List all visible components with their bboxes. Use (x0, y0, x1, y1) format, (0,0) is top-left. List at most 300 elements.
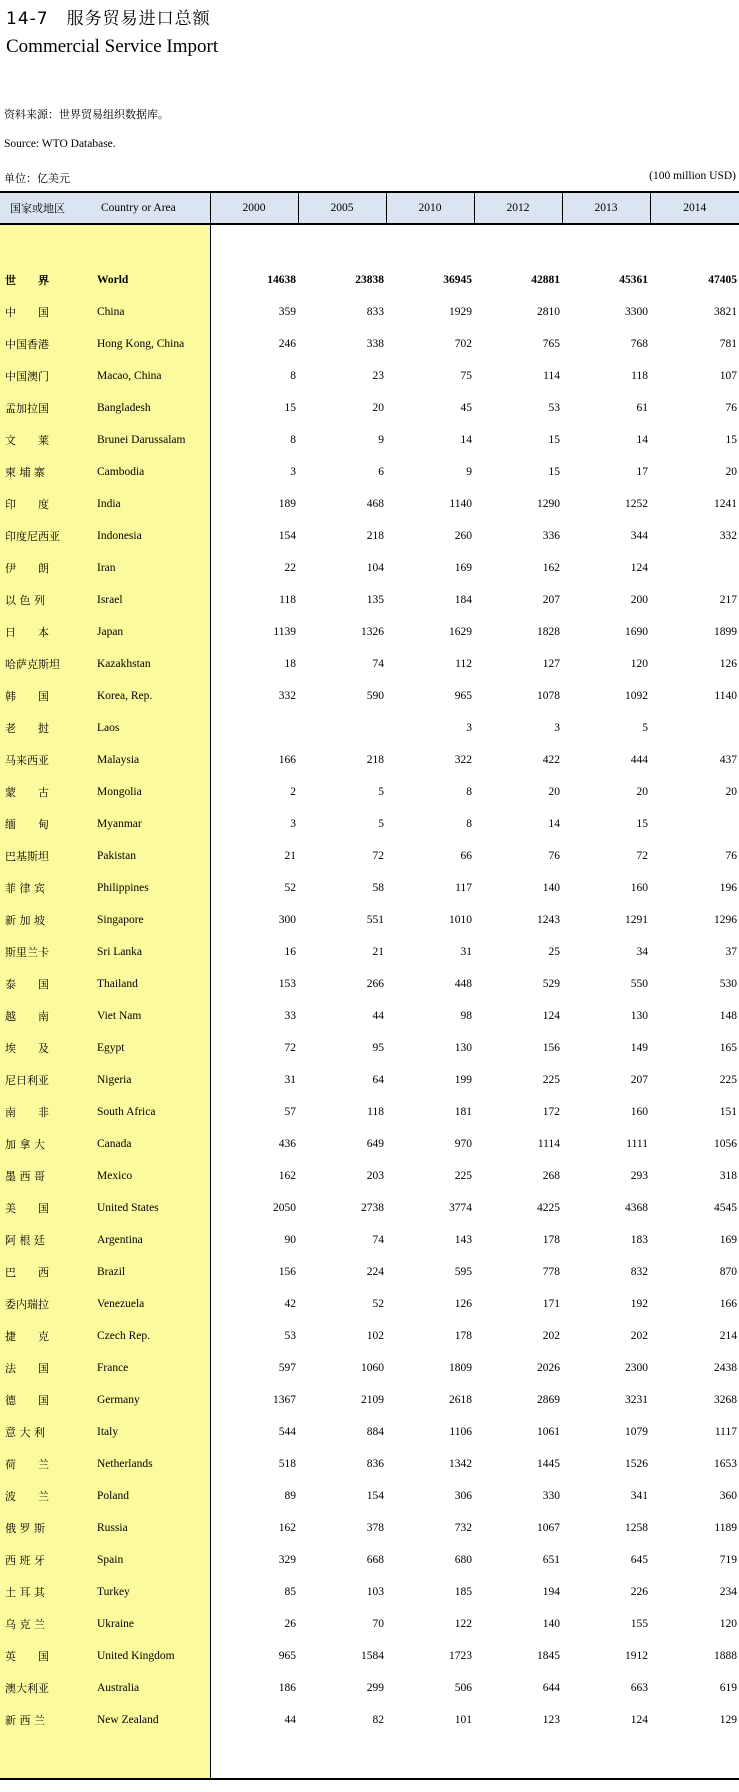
value-cell: 437 (719, 754, 737, 766)
value-cell: 74 (372, 1234, 384, 1246)
value-cell: 3774 (449, 1202, 472, 1214)
value-cell: 668 (366, 1554, 384, 1566)
value-cell: 207 (542, 594, 560, 606)
value-cell: 884 (366, 1426, 384, 1438)
value-cell: 25 (548, 946, 560, 958)
value-cell: 2438 (714, 1362, 737, 1374)
value-cell: 135 (366, 594, 384, 606)
country-name-en: United States (95, 1192, 210, 1224)
value-cell: 2 (290, 786, 296, 798)
value-cell: 118 (631, 370, 648, 382)
value-cell: 165 (719, 1042, 737, 1054)
table-row (0, 1512, 739, 1544)
value-cell: 5 (378, 818, 384, 830)
value-cell: 1828 (537, 626, 560, 638)
country-name-en: Brazil (95, 1256, 210, 1288)
value-cell: 14 (636, 434, 648, 446)
value-cell: 965 (278, 1650, 296, 1662)
value-cell: 1888 (714, 1650, 737, 1662)
page-title-cn: 14-7 服务贸易进口总额 (6, 9, 211, 29)
value-cell: 124 (542, 1010, 560, 1022)
country-name-en: Sri Lanka (95, 936, 210, 968)
country-name-en: Philippines (95, 872, 210, 904)
value-cell: 15 (548, 466, 560, 478)
value-cell: 82 (372, 1714, 384, 1726)
country-name-en: Argentina (95, 1224, 210, 1256)
country-name-en: Cambodia (95, 456, 210, 488)
value-cell: 126 (719, 658, 737, 670)
table-row (0, 1160, 739, 1192)
value-cell: 4225 (537, 1202, 560, 1214)
value-cell: 66 (460, 850, 472, 862)
value-cell: 1845 (537, 1650, 560, 1662)
table-row (0, 904, 739, 936)
value-cell: 645 (630, 1554, 648, 1566)
value-cell: 8 (466, 786, 472, 798)
country-name-cn: 土 耳 其 (0, 1576, 95, 1608)
value-cell: 2618 (449, 1394, 472, 1406)
value-cell: 75 (460, 370, 472, 382)
value-cell: 1117 (714, 1426, 737, 1438)
value-cell: 529 (542, 978, 560, 990)
value-cell: 225 (542, 1074, 560, 1086)
value-cell: 299 (366, 1682, 384, 1694)
value-cell: 21 (372, 946, 384, 958)
country-name-cn: 以 色 列 (0, 584, 95, 616)
value-cell: 14 (548, 818, 560, 830)
country-name-en: Pakistan (95, 840, 210, 872)
value-cell: 649 (366, 1138, 384, 1150)
value-cell: 306 (454, 1490, 472, 1502)
value-cell: 172 (542, 1106, 560, 1118)
country-name-cn: 波 兰 (0, 1480, 95, 1512)
value-cell: 192 (630, 1298, 648, 1310)
value-cell: 336 (542, 530, 560, 542)
country-name-cn: 中国香港 (0, 328, 95, 360)
value-cell: 101 (454, 1714, 472, 1726)
country-name-cn: 捷 克 (0, 1320, 95, 1352)
value-cell: 186 (278, 1682, 296, 1694)
table-row (0, 296, 739, 328)
value-cell: 36945 (443, 274, 472, 286)
table-row (0, 744, 739, 776)
value-cell: 162 (542, 562, 560, 574)
value-cell: 1140 (714, 690, 737, 702)
value-cell: 15 (548, 434, 560, 446)
country-name-en: Canada (95, 1128, 210, 1160)
value-cell: 130 (630, 1010, 648, 1022)
source-note-en: Source: WTO Database. (4, 138, 116, 150)
value-cell: 155 (630, 1618, 648, 1630)
value-cell: 2300 (625, 1362, 648, 1374)
table-row (0, 328, 739, 360)
value-cell: 1106 (449, 1426, 472, 1438)
table-row (0, 1480, 739, 1512)
value-cell: 322 (454, 754, 472, 766)
column-header-year: 2005 (298, 192, 386, 224)
table-row (0, 584, 739, 616)
country-name-en: South Africa (95, 1096, 210, 1128)
value-cell: 23 (372, 370, 384, 382)
value-cell: 178 (542, 1234, 560, 1246)
value-cell: 129 (719, 1714, 737, 1726)
value-cell: 20 (548, 786, 560, 798)
table-row (0, 968, 739, 1000)
value-cell: 719 (719, 1554, 737, 1566)
table-row (0, 616, 739, 648)
value-cell: 1929 (449, 306, 472, 318)
value-cell: 200 (630, 594, 648, 606)
country-name-en: Iran (95, 552, 210, 584)
country-name-cn: 文 莱 (0, 424, 95, 456)
value-cell: 1342 (449, 1458, 472, 1470)
value-cell: 8 (290, 434, 296, 446)
value-cell: 1079 (625, 1426, 648, 1438)
country-name-cn: 孟加拉国 (0, 392, 95, 424)
value-cell: 203 (366, 1170, 384, 1182)
value-cell: 468 (366, 498, 384, 510)
value-cell: 300 (278, 914, 296, 926)
value-cell: 1114 (537, 1138, 560, 1150)
value-cell: 154 (366, 1490, 384, 1502)
table-bottom-row (0, 1736, 739, 1778)
column-header-year: 2014 (650, 192, 739, 224)
table-row (0, 808, 739, 840)
value-cell: 120 (719, 1618, 737, 1630)
value-cell: 143 (454, 1234, 472, 1246)
value-cell: 836 (366, 1458, 384, 1470)
value-cell: 644 (542, 1682, 560, 1694)
country-name-cn: 印 度 (0, 488, 95, 520)
value-cell: 130 (454, 1042, 472, 1054)
value-cell: 3 (466, 722, 472, 734)
country-name-cn: 南 非 (0, 1096, 95, 1128)
column-header-en: Country or Area (95, 192, 210, 224)
table-bottom-rule (0, 1778, 739, 1780)
value-cell: 169 (719, 1234, 737, 1246)
country-name-cn: 哈萨克斯坦 (0, 648, 95, 680)
table-row (0, 648, 739, 680)
value-cell: 597 (278, 1362, 296, 1374)
value-cell: 781 (719, 338, 737, 350)
value-cell: 160 (630, 1106, 648, 1118)
table-row (0, 552, 739, 584)
country-name-en: Australia (95, 1672, 210, 1704)
value-cell: 20 (725, 786, 737, 798)
country-name-en: World (95, 264, 210, 296)
country-name-en: Italy (95, 1416, 210, 1448)
country-name-en: Macao, China (95, 360, 210, 392)
value-cell: 444 (630, 754, 648, 766)
value-cell: 518 (278, 1458, 296, 1470)
table-row (0, 1000, 739, 1032)
table-row (0, 680, 739, 712)
country-name-en: Mongolia (95, 776, 210, 808)
value-cell: 1367 (273, 1394, 296, 1406)
country-name-en: Poland (95, 1480, 210, 1512)
value-cell: 225 (719, 1074, 737, 1086)
value-cell: 870 (719, 1266, 737, 1278)
value-cell: 21 (284, 850, 296, 862)
country-name-cn: 俄 罗 斯 (0, 1512, 95, 1544)
value-cell: 16 (284, 946, 296, 958)
value-cell: 153 (278, 978, 296, 990)
country-name-cn: 德 国 (0, 1384, 95, 1416)
value-cell: 1010 (449, 914, 472, 926)
country-name-en: Viet Nam (95, 1000, 210, 1032)
country-name-cn: 中 国 (0, 296, 95, 328)
country-name-en: Spain (95, 1544, 210, 1576)
value-cell: 1060 (361, 1362, 384, 1374)
value-cell: 90 (284, 1234, 296, 1246)
value-cell: 17 (636, 466, 648, 478)
table-row (0, 1128, 739, 1160)
value-cell: 76 (725, 402, 737, 414)
value-cell: 126 (454, 1298, 472, 1310)
value-cell: 178 (454, 1330, 472, 1342)
value-cell: 194 (542, 1586, 560, 1598)
value-cell: 8 (290, 370, 296, 382)
country-name-en: Turkey (95, 1576, 210, 1608)
value-cell: 217 (719, 594, 737, 606)
value-cell: 154 (278, 530, 296, 542)
value-cell: 218 (366, 530, 384, 542)
value-cell: 148 (719, 1010, 737, 1022)
value-cell: 156 (542, 1042, 560, 1054)
value-cell: 2810 (537, 306, 560, 318)
value-cell: 778 (542, 1266, 560, 1278)
country-name-cn: 泰 国 (0, 968, 95, 1000)
value-cell: 23838 (355, 274, 384, 286)
value-cell: 224 (366, 1266, 384, 1278)
country-name-en: Mexico (95, 1160, 210, 1192)
value-cell: 98 (460, 1010, 472, 1022)
country-name-cn: 缅 甸 (0, 808, 95, 840)
table-row (0, 936, 739, 968)
value-cell: 1189 (714, 1522, 737, 1534)
value-cell: 166 (278, 754, 296, 766)
value-cell: 332 (719, 530, 737, 542)
value-cell (650, 808, 739, 840)
value-cell: 318 (719, 1170, 737, 1182)
value-cell: 57 (284, 1106, 296, 1118)
country-name-cn: 蒙 古 (0, 776, 95, 808)
value-cell: 72 (636, 850, 648, 862)
value-cell: 266 (366, 978, 384, 990)
country-name-en: Kazakhstan (95, 648, 210, 680)
value-cell (298, 712, 386, 744)
value-cell: 20 (636, 786, 648, 798)
value-cell: 1078 (537, 690, 560, 702)
table-row (0, 1192, 739, 1224)
value-cell: 338 (366, 338, 384, 350)
value-cell: 140 (542, 882, 560, 894)
value-cell: 218 (366, 754, 384, 766)
value-cell: 124 (630, 562, 648, 574)
value-cell: 344 (630, 530, 648, 542)
column-header-year: 2000 (210, 192, 298, 224)
value-cell: 506 (454, 1682, 472, 1694)
country-name-en: Germany (95, 1384, 210, 1416)
country-name-en: Brunei Darussalam (95, 424, 210, 456)
country-name-cn: 新 西 兰 (0, 1704, 95, 1736)
country-name-en: United Kingdom (95, 1640, 210, 1672)
value-cell: 1809 (449, 1362, 472, 1374)
value-cell: 268 (542, 1170, 560, 1182)
value-cell: 1067 (537, 1522, 560, 1534)
value-cell: 680 (454, 1554, 472, 1566)
value-cell: 2026 (537, 1362, 560, 1374)
value-cell: 1056 (714, 1138, 737, 1150)
country-name-en: Singapore (95, 904, 210, 936)
value-cell: 9 (466, 466, 472, 478)
value-cell: 226 (630, 1586, 648, 1598)
table-row (0, 712, 739, 744)
value-cell: 15 (284, 402, 296, 414)
value-cell: 118 (367, 1106, 384, 1118)
value-cell: 1241 (714, 498, 737, 510)
value-cell: 3 (290, 466, 296, 478)
value-cell: 26 (284, 1618, 296, 1630)
value-cell: 1111 (626, 1138, 648, 1150)
value-cell: 184 (454, 594, 472, 606)
table-row (0, 1704, 739, 1736)
value-cell: 1296 (714, 914, 737, 926)
country-name-en: Israel (95, 584, 210, 616)
value-cell: 196 (719, 882, 737, 894)
value-cell (650, 712, 739, 744)
value-cell: 160 (630, 882, 648, 894)
country-name-cn: 新 加 坡 (0, 904, 95, 936)
value-cell: 44 (284, 1714, 296, 1726)
country-name-cn: 菲 律 宾 (0, 872, 95, 904)
value-cell: 89 (284, 1490, 296, 1502)
country-name-en: China (95, 296, 210, 328)
value-cell: 765 (542, 338, 560, 350)
table-row (0, 1224, 739, 1256)
value-cell: 732 (454, 1522, 472, 1534)
table-row (0, 392, 739, 424)
country-name-en: Bangladesh (95, 392, 210, 424)
country-name-cn: 马来西亚 (0, 744, 95, 776)
country-name-cn: 墨 西 哥 (0, 1160, 95, 1192)
value-cell: 189 (278, 498, 296, 510)
value-cell: 72 (284, 1042, 296, 1054)
country-name-cn: 西 班 牙 (0, 1544, 95, 1576)
value-cell: 20 (372, 402, 384, 414)
value-cell: 166 (719, 1298, 737, 1310)
value-cell: 6 (378, 466, 384, 478)
value-cell: 702 (454, 338, 472, 350)
country-name-en: France (95, 1352, 210, 1384)
value-cell: 2738 (361, 1202, 384, 1214)
value-cell: 1140 (449, 498, 472, 510)
country-name-cn: 越 南 (0, 1000, 95, 1032)
table-row (0, 456, 739, 488)
table-row (0, 1448, 739, 1480)
value-cell: 127 (542, 658, 560, 670)
country-name-en: Nigeria (95, 1064, 210, 1096)
country-name-cn: 印度尼西亚 (0, 520, 95, 552)
value-cell: 118 (279, 594, 296, 606)
value-cell: 1258 (625, 1522, 648, 1534)
value-cell: 162 (278, 1522, 296, 1534)
value-cell: 246 (278, 338, 296, 350)
value-cell: 52 (372, 1298, 384, 1310)
country-name-cn: 柬 埔 寨 (0, 456, 95, 488)
value-cell: 122 (454, 1618, 472, 1630)
column-header-year: 2010 (386, 192, 474, 224)
value-cell: 544 (278, 1426, 296, 1438)
country-name-en: Egypt (95, 1032, 210, 1064)
value-cell: 31 (460, 946, 472, 958)
value-cell: 260 (454, 530, 472, 542)
country-name-en: India (95, 488, 210, 520)
table-row (0, 520, 739, 552)
table-row (0, 1640, 739, 1672)
table-row (0, 776, 739, 808)
value-cell: 332 (278, 690, 296, 702)
table-row (0, 264, 739, 296)
table-row (0, 1320, 739, 1352)
value-cell: 9 (378, 434, 384, 446)
value-cell: 104 (366, 562, 384, 574)
value-cell: 181 (454, 1106, 472, 1118)
value-cell: 95 (372, 1042, 384, 1054)
value-cell: 42881 (531, 274, 560, 286)
value-cell: 15 (725, 434, 737, 446)
value-cell: 207 (630, 1074, 648, 1086)
value-cell: 1291 (625, 914, 648, 926)
value-cell: 2869 (537, 1394, 560, 1406)
table-row (0, 360, 739, 392)
value-cell: 151 (719, 1106, 737, 1118)
column-header-cn: 国家或地区 (0, 192, 95, 224)
unit-label-en: (100 million USD) (649, 170, 736, 182)
value-cell: 14 (460, 434, 472, 446)
country-name-cn: 日 本 (0, 616, 95, 648)
value-cell: 199 (454, 1074, 472, 1086)
country-name-cn: 法 国 (0, 1352, 95, 1384)
value-cell: 45 (460, 402, 472, 414)
value-cell: 15 (636, 818, 648, 830)
country-name-cn: 埃 及 (0, 1032, 95, 1064)
value-cell: 185 (454, 1586, 472, 1598)
value-cell: 3821 (714, 306, 737, 318)
value-cell: 2050 (273, 1202, 296, 1214)
value-cell: 76 (548, 850, 560, 862)
country-name-cn: 委内瑞拉 (0, 1288, 95, 1320)
country-name-en: Ukraine (95, 1608, 210, 1640)
value-cell: 14638 (267, 274, 296, 286)
value-cell: 1584 (361, 1650, 384, 1662)
value-cell: 3268 (714, 1394, 737, 1406)
country-name-cn: 老 挝 (0, 712, 95, 744)
value-cell: 448 (454, 978, 472, 990)
country-name-cn: 尼日利亚 (0, 1064, 95, 1096)
table-row (0, 1416, 739, 1448)
value-cell: 1061 (537, 1426, 560, 1438)
value-cell: 3 (290, 818, 296, 830)
value-cell: 117 (455, 882, 472, 894)
service-import-table (0, 191, 739, 1778)
unit-label-cn: 单位：亿美元 (4, 172, 70, 185)
country-name-cn: 阿 根 廷 (0, 1224, 95, 1256)
value-cell: 162 (278, 1170, 296, 1182)
data-table-container (0, 191, 739, 1778)
value-cell: 112 (455, 658, 472, 670)
country-name-cn: 澳大利亚 (0, 1672, 95, 1704)
